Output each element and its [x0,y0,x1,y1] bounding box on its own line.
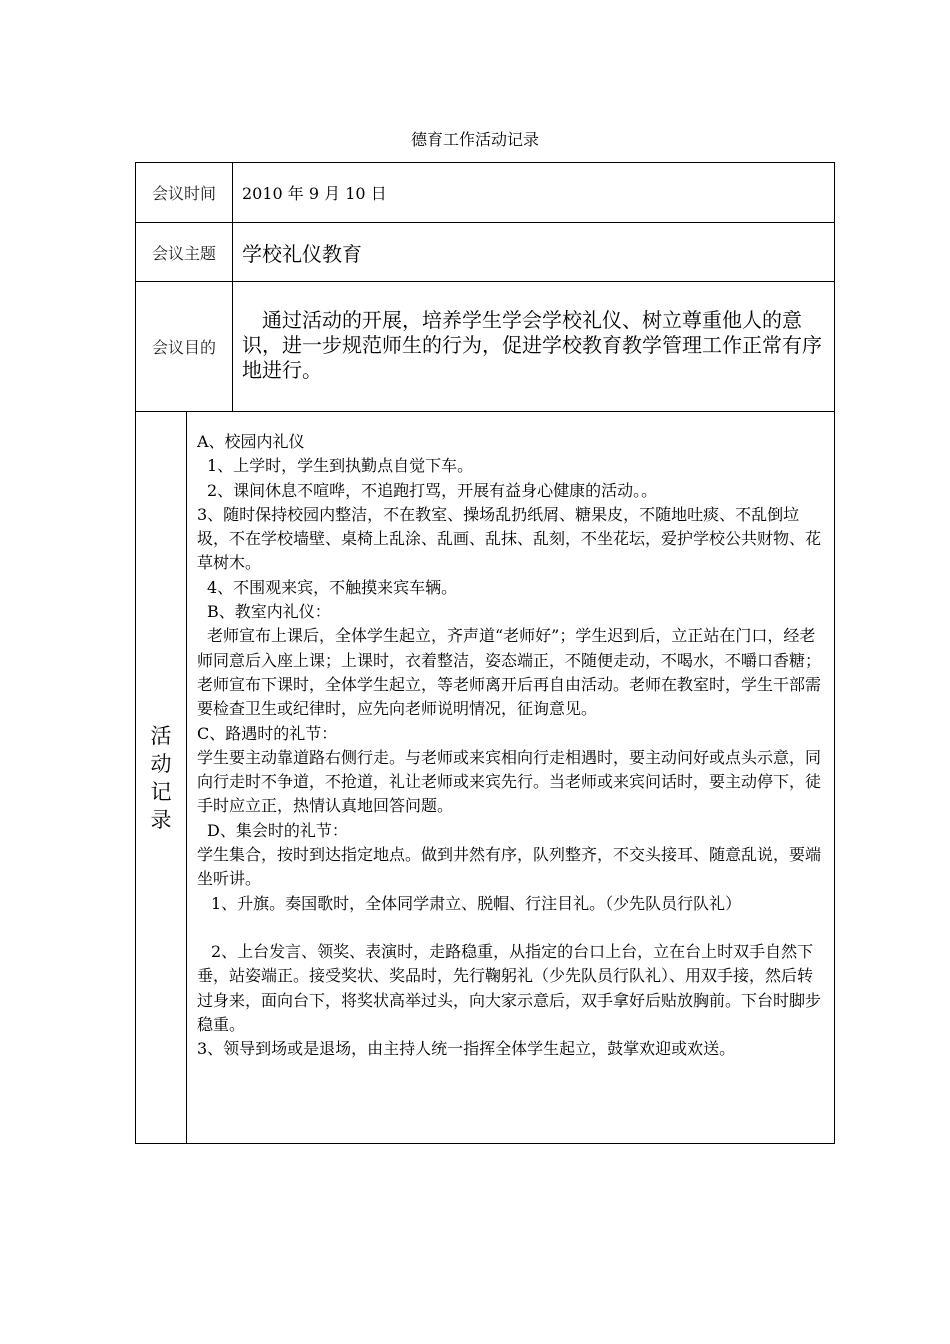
activity-record-char: 活 [150,723,172,748]
page-title: 德育工作活动记录 [410,130,539,149]
record-paragraph: 老师宣布上课后，全体学生起立，齐声道“老师好”；学生迟到后，立正站在门口，经老师同意后入座上课；上课时，衣着整洁，姿态端正，不随便走动，不喝水，不嚼口香糖；老师宣布下课时，全体学生起立，等老师离开后再自由活动。老师在教室时，学生干部需要检查卫生或纪律时，应先向老师说明情况，征询意见。 [197,626,822,719]
record-paragraph: 3、领导到场或是退场，由主持人统一指挥全体学生起立，鼓掌欢迎或欢送。 [197,1039,736,1059]
record-paragraph: 学生集合，按时到达指定地点。做到井然有序，队列整齐，不交头接耳、随意乱说，要端坐听讲。 [197,845,822,889]
activity-record-char: 动 [150,751,172,776]
record-paragraph: 1、升旗。奏国歌时，全体同学肃立、脱帽、行注目礼。（少先队员行队礼） [211,893,742,913]
activity-record-content [186,411,835,1144]
meeting-purpose-label: 会议目的 [135,281,233,412]
meeting-purpose-text: 通过活动的开展，培养学生学会学校礼仪、树立尊重他人的意识，进一步规范师生的行为，促进学校教育教学管理工作正常有序地进行。 [242,308,822,382]
record-paragraph [197,916,828,940]
record-paragraph: D、集会时的礼节： [207,820,348,840]
activity-record-label [135,411,187,1144]
meeting-topic-value: 学校礼仪教育 [232,222,835,282]
meeting-time-label: 会议时间 [135,162,233,223]
record-paragraph: A、校园内礼仪 [197,432,305,451]
record-paragraph: 3、随时保持校园内整洁，不在教室、操场乱扔纸屑、糖果皮，不随地吐痰、不乱倒垃圾，不在学校墙壁、桌椅上乱涂、乱画、乱抹、乱刻，不坐花坛，爱护学校公共财物、花草树木。 [197,504,822,573]
record-paragraph: 4、不围观来宾，不触摸来宾车辆。 [207,577,458,597]
meeting-topic-label: 会议主题 [135,222,233,282]
record-paragraph: B、教室内礼仪： [207,602,331,622]
activity-record-char: 录 [150,807,172,832]
record-paragraph: 2、上台发言、领奖、表演时，走路稳重，从指定的台口上台，立在台上时双手自然下垂，站姿端正。接受奖状、奖品时，先行鞠躬礼（少先队员行队礼）、用双手接，然后转过身来，面向台下，将奖状高举过头，向大家示意后，双手拿好后贴放胸前。下台时脚步稳重。 [197,941,822,1034]
meeting-purpose-cell [232,281,835,412]
record-paragraph: 1、上学时，学生到执勤点自觉下车。 [207,456,474,476]
record-paragraph: 学生要主动靠道路右侧行走。与老师或来宾相向行走相遇时，要主动问好或点头示意，同向行走时不争道，不抢道，礼让老师或来宾先行。当老师或来宾问话时，要主动停下，徒手时应立正，热情认真地回答问题。 [197,747,822,816]
record-paragraph: C、路遇时的礼节： [197,723,338,743]
record-paragraph: 2、课间休息不喧哗，不追跑打骂，开展有益身心健康的活动。。 [207,480,658,500]
meeting-time-value: 2010 年 9 月 10 日 [232,162,835,223]
activity-record-char: 记 [150,779,172,804]
